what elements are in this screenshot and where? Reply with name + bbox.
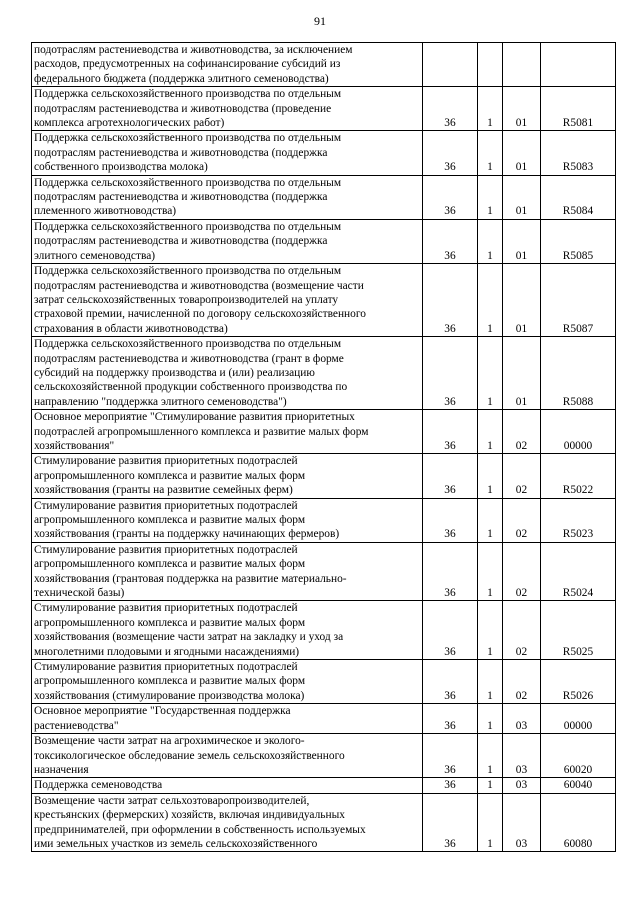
description-line: токсикологическое обследование земель сельскохозяйственного <box>34 749 345 762</box>
program-code: 1 <box>478 778 503 793</box>
subprogram-code: 02 <box>503 542 541 601</box>
target-article-code: R5088 <box>541 337 616 410</box>
description-line: подотраслям растениеводства и животноводства, за исключением <box>34 44 353 56</box>
description-line: федерального бюджета (поддержка элитного семеноводства) <box>34 72 329 85</box>
description-line: Стимулирование развития приоритетных подотраслей <box>34 499 298 512</box>
ministry-code: 36 <box>423 410 478 454</box>
description-line: Стимулирование развития приоритетных подотраслей <box>34 661 298 674</box>
table-row <box>32 264 616 337</box>
target-article-code: R5081 <box>541 87 616 131</box>
table-row <box>32 131 616 175</box>
program-code: 1 <box>478 219 503 263</box>
target-article-code: R5025 <box>541 601 616 660</box>
description-line: страхования в области животноводства) <box>34 322 228 335</box>
description-line: Поддержка сельскохозяйственного производства по отдельным <box>34 132 342 145</box>
subprogram-code: 02 <box>503 601 541 660</box>
description-line: хозяйствования (грантовая поддержка на развитие материально- <box>34 572 347 585</box>
item-description <box>32 43 423 87</box>
table-row <box>32 601 616 660</box>
description-line: подотраслям растениеводства и животноводства (поддержка <box>34 191 328 204</box>
description-line: страховой премии, начисленной по договору сельскохозяйственного <box>34 308 366 321</box>
description-line: агропромышленного комплекса и развитие малых форм <box>34 469 306 482</box>
description-line: племенного животноводства) <box>34 205 177 218</box>
description-line: хозяйствования (возмещение части затрат на закладку и уход за <box>34 631 344 644</box>
table-row <box>32 734 616 778</box>
description-line: Возмещение части затрат на агрохимическое и эколого- <box>34 735 305 748</box>
table-row <box>32 778 616 793</box>
table-row <box>32 43 616 87</box>
description-line: агропромышленного комплекса и развитие малых форм <box>34 675 306 688</box>
description-line: комплекса агротехнологических работ) <box>34 117 225 130</box>
description-line: растениеводства" <box>34 719 119 732</box>
target-article-code <box>541 43 616 87</box>
description-line: Основное мероприятие "Государственная поддержка <box>34 705 291 718</box>
subprogram-code: 03 <box>503 778 541 793</box>
ministry-code: 36 <box>423 454 478 498</box>
table-row <box>32 410 616 454</box>
description-line: агропромышленного комплекса и развитие малых форм <box>34 616 306 629</box>
table-row <box>32 542 616 601</box>
ministry-code: 36 <box>423 542 478 601</box>
ministry-code: 36 <box>423 87 478 131</box>
table-row <box>32 454 616 498</box>
description-line: элитного семеноводства) <box>34 249 156 262</box>
description-line: расходов, предусмотренных на софинансирование субсидий из <box>34 58 341 71</box>
description-line: многолетними плодовыми и ягодными насаждениями) <box>34 645 300 658</box>
description-line: подотраслей агропромышленного комплекса и развитие малых форм <box>34 425 369 438</box>
target-article-code: R5083 <box>541 131 616 175</box>
description-line: Основное мероприятие "Стимулирование развития приоритетных <box>34 411 355 424</box>
item-description <box>32 337 423 410</box>
target-article-code: R5087 <box>541 264 616 337</box>
description-line: ими земельных участков из земель сельскохозяйственного <box>34 837 318 850</box>
budget-classification-table <box>31 42 616 852</box>
program-code: 1 <box>478 793 503 852</box>
program-code: 1 <box>478 454 503 498</box>
ministry-code: 36 <box>423 734 478 778</box>
description-line: Стимулирование развития приоритетных подотраслей <box>34 455 298 468</box>
subprogram-code: 01 <box>503 87 541 131</box>
item-description <box>32 219 423 263</box>
table-row <box>32 87 616 131</box>
item-description <box>32 454 423 498</box>
target-article-code: R5024 <box>541 542 616 601</box>
program-code: 1 <box>478 734 503 778</box>
subprogram-code: 02 <box>503 454 541 498</box>
item-description <box>32 87 423 131</box>
description-line: подотраслям растениеводства и животноводства (поддержка <box>34 235 328 248</box>
target-article-code: 60040 <box>541 778 616 793</box>
table-row <box>32 704 616 734</box>
program-code: 1 <box>478 87 503 131</box>
description-line: крестьянских (фермерских) хозяйств, включая индивидуальных <box>34 809 345 822</box>
program-code: 1 <box>478 704 503 734</box>
item-description <box>32 175 423 219</box>
description-line: направлению "поддержка элитного семеноводства") <box>34 395 287 408</box>
description-line: Поддержка сельскохозяйственного производства по отдельным <box>34 220 342 233</box>
ministry-code: 36 <box>423 778 478 793</box>
subprogram-code: 03 <box>503 704 541 734</box>
description-line: Стимулирование развития приоритетных подотраслей <box>34 602 298 615</box>
description-line: субсидий на поддержку производства и (или) реализацию <box>34 366 315 379</box>
description-line: хозяйствования" <box>34 439 115 452</box>
program-code: 1 <box>478 498 503 542</box>
program-code: 1 <box>478 542 503 601</box>
subprogram-code: 01 <box>503 175 541 219</box>
description-line: назначения <box>34 763 89 776</box>
ministry-code: 36 <box>423 660 478 704</box>
description-line: сельскохозяйственной продукции собственного производства по <box>34 381 348 394</box>
item-description <box>32 542 423 601</box>
description-line: Поддержка семеноводства <box>34 779 163 792</box>
description-line: хозяйствования (стимулирование производства молока) <box>34 689 305 702</box>
subprogram-code <box>503 43 541 87</box>
ministry-code <box>423 43 478 87</box>
item-description <box>32 264 423 337</box>
description-line: подотраслям растениеводства и животноводства (поддержка <box>34 146 328 159</box>
program-code: 1 <box>478 337 503 410</box>
subprogram-code: 01 <box>503 219 541 263</box>
description-line: агропромышленного комплекса и развитие малых форм <box>34 558 306 571</box>
item-description <box>32 131 423 175</box>
ministry-code: 36 <box>423 601 478 660</box>
description-line: Стимулирование развития приоритетных подотраслей <box>34 543 298 556</box>
program-code: 1 <box>478 264 503 337</box>
target-article-code: 60080 <box>541 793 616 852</box>
table-row <box>32 219 616 263</box>
description-line: агропромышленного комплекса и развитие малых форм <box>34 514 306 526</box>
description-line: Поддержка сельскохозяйственного производства по отдельным <box>34 338 342 351</box>
subprogram-code: 01 <box>503 131 541 175</box>
subprogram-code: 03 <box>503 793 541 852</box>
description-line: Возмещение части затрат сельхозтоваропроизводителей, <box>34 794 310 807</box>
program-code: 1 <box>478 660 503 704</box>
table-row <box>32 175 616 219</box>
ministry-code: 36 <box>423 131 478 175</box>
description-line: предпринимателей, при оформлении в собственность используемых <box>34 823 366 836</box>
item-description <box>32 410 423 454</box>
table-body <box>32 43 616 852</box>
page-number: 91 <box>314 14 326 28</box>
table-row <box>32 337 616 410</box>
description-line: подотраслям растениеводства и животноводства (проведение <box>34 102 332 115</box>
ministry-code: 36 <box>423 704 478 734</box>
program-code: 1 <box>478 601 503 660</box>
description-line: Поддержка сельскохозяйственного производства по отдельным <box>34 265 342 278</box>
target-article-code: R5085 <box>541 219 616 263</box>
target-article-code: 00000 <box>541 410 616 454</box>
item-description <box>32 601 423 660</box>
item-description <box>32 704 423 734</box>
description-line: подотраслям растениеводства и животноводства (возмещение части <box>34 279 364 292</box>
subprogram-code: 03 <box>503 734 541 778</box>
ministry-code: 36 <box>423 175 478 219</box>
subprogram-code: 01 <box>503 337 541 410</box>
table-row <box>32 498 616 542</box>
ministry-code: 36 <box>423 337 478 410</box>
item-description <box>32 793 423 852</box>
table-row <box>32 793 616 852</box>
program-code: 1 <box>478 175 503 219</box>
ministry-code: 36 <box>423 264 478 337</box>
target-article-code: R5023 <box>541 498 616 542</box>
target-article-code: 60020 <box>541 734 616 778</box>
program-code: 1 <box>478 131 503 175</box>
table-row <box>32 660 616 704</box>
subprogram-code: 01 <box>503 264 541 337</box>
item-description <box>32 660 423 704</box>
description-line: Поддержка сельскохозяйственного производства по отдельным <box>34 88 342 101</box>
item-description <box>32 734 423 778</box>
description-line: собственного производства молока) <box>34 161 208 174</box>
subprogram-code: 02 <box>503 410 541 454</box>
description-line: затрат сельскохозяйственных товаропроизводителей на уплату <box>34 293 339 306</box>
target-article-code: R5084 <box>541 175 616 219</box>
description-line: Поддержка сельскохозяйственного производства по отдельным <box>34 176 342 189</box>
target-article-code: 00000 <box>541 704 616 734</box>
ministry-code: 36 <box>423 219 478 263</box>
ministry-code: 36 <box>423 498 478 542</box>
description-line: хозяйствования (гранты на поддержку начинающих фермеров) <box>34 528 340 541</box>
subprogram-code: 02 <box>503 660 541 704</box>
description-line: подотраслям растениеводства и животноводства (грант в форме <box>34 352 344 365</box>
subprogram-code: 02 <box>503 498 541 542</box>
target-article-code: R5026 <box>541 660 616 704</box>
item-description <box>32 778 423 793</box>
item-description <box>32 498 423 542</box>
program-code: 1 <box>478 410 503 454</box>
description-line: хозяйствования (гранты на развитие семейных ферм) <box>34 484 293 497</box>
target-article-code: R5022 <box>541 454 616 498</box>
program-code <box>478 43 503 87</box>
ministry-code: 36 <box>423 793 478 852</box>
description-line: технической базы) <box>34 587 125 600</box>
